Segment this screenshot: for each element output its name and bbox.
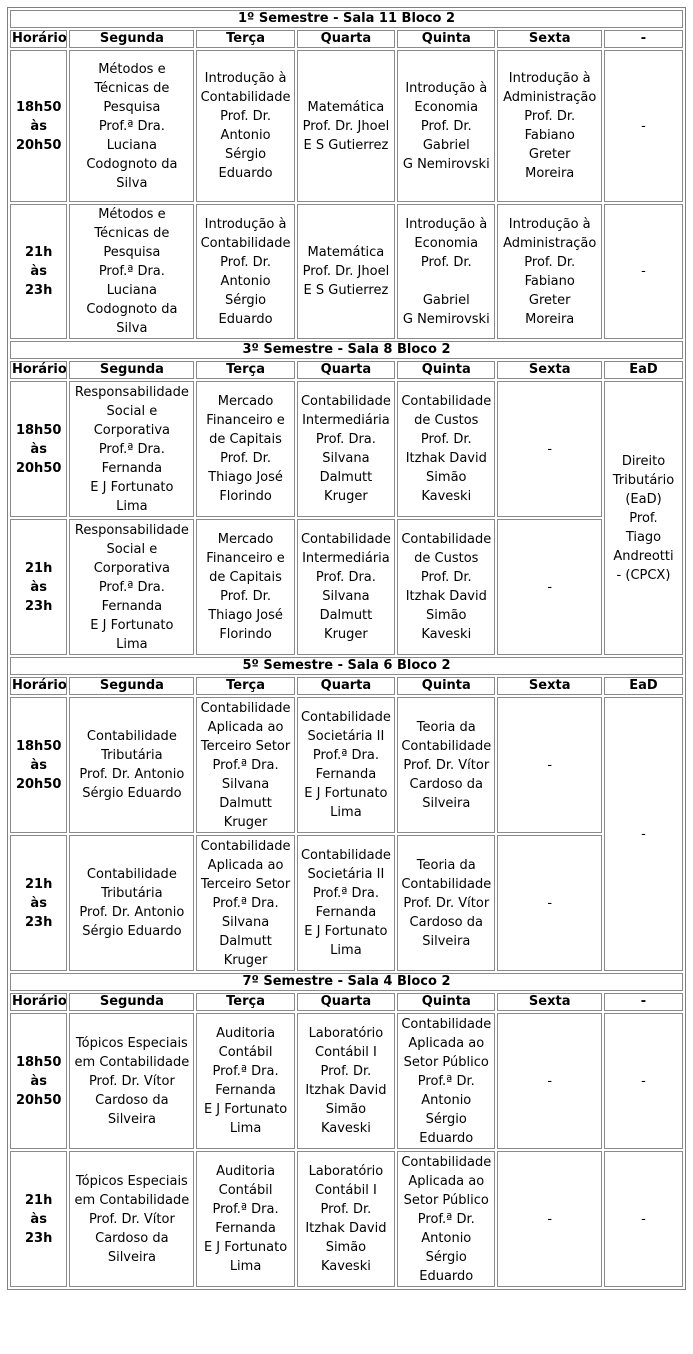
header-quarta: Quarta xyxy=(297,993,395,1011)
header-quinta: Quinta xyxy=(397,30,495,48)
table-row xyxy=(10,204,683,339)
header-segunda: Segunda xyxy=(69,993,194,1011)
header-quinta: Quinta xyxy=(397,677,495,695)
empty-cell: - xyxy=(497,697,602,833)
header-horario: Horário xyxy=(12,31,67,46)
table-row xyxy=(10,50,683,202)
time-slot: 18h50 às 20h50 xyxy=(10,697,67,833)
header-quarta: Quarta xyxy=(297,30,395,48)
header-segunda: Segunda xyxy=(69,30,194,48)
class-cell: Responsabilidade Social e Corporativa Prof.ª Dra. Fernanda E J Fortunato Lima xyxy=(69,381,194,517)
header-quarta: Quarta xyxy=(297,361,395,379)
class-cell: Introdução à Economia Prof. Dr. Gabriel G Nemirovski xyxy=(397,204,495,339)
header-horario: Horário xyxy=(12,994,67,1009)
header-segunda: Segunda xyxy=(69,361,194,379)
class-cell: Introdução à Administração Prof. Dr. Fabiano Greter Moreira xyxy=(497,204,602,339)
class-cell: Contabilidade de Custos Prof. Dr. Itzhak David Simão Kaveski xyxy=(397,519,495,655)
class-cell: Introdução à Economia Prof. Dr. Gabriel G Nemirovski xyxy=(397,50,495,202)
schedule-table xyxy=(7,7,686,1290)
class-cell: Teoria da Contabilidade Prof. Dr. Vítor Cardoso da Silveira xyxy=(397,697,495,833)
header-sexta: Sexta xyxy=(497,30,602,48)
header-ead: EaD xyxy=(604,677,683,695)
class-cell: Métodos e Técnicas de Pesquisa Prof.ª Dra. Luciana Codognoto da Silva xyxy=(69,50,194,202)
class-cell: Tópicos Especiais em Contabilidade Prof. Dr. Vítor Cardoso da Silveira xyxy=(69,1013,194,1149)
empty-cell: - xyxy=(604,1151,683,1287)
header-terca: Terça xyxy=(196,361,294,379)
class-cell: Contabilidade de Custos Prof. Dr. Itzhak David Simão Kaveski xyxy=(397,381,495,517)
class-cell: Métodos e Técnicas de Pesquisa Prof.ª Dra. Luciana Codognoto da Silva xyxy=(69,204,194,339)
class-cell: Contabilidade Societária II Prof.ª Dra. Fernanda E J Fortunato Lima xyxy=(297,835,395,971)
header-sexta: Sexta xyxy=(497,361,602,379)
table-row xyxy=(10,381,683,517)
time-slot: 18h50 às 20h50 xyxy=(10,1013,67,1149)
class-cell: Laboratório Contábil I Prof. Dr. Itzhak David Simão Kaveski xyxy=(297,1013,395,1149)
class-cell: Auditoria Contábil Prof.ª Dra. Fernanda E J Fortunato Lima xyxy=(196,1151,294,1287)
class-cell: Mercado Financeiro e de Capitais Prof. Dr. Thiago José Florindo xyxy=(196,381,294,517)
header-terca: Terça xyxy=(196,30,294,48)
class-cell: Introdução à Administração Prof. Dr. Fabiano Greter Moreira xyxy=(497,50,602,202)
class-cell: Contabilidade Intermediária Prof. Dra. Silvana Dalmutt Kruger xyxy=(297,519,395,655)
class-cell: Contabilidade Aplicada ao Setor Público Prof.ª Dr. Antonio Sérgio Eduardo xyxy=(397,1151,495,1287)
table-row xyxy=(10,1013,683,1149)
header-quarta: Quarta xyxy=(297,677,395,695)
header-terca: Terça xyxy=(196,677,294,695)
header-row xyxy=(10,993,683,1011)
semester-title-row xyxy=(10,341,683,359)
empty-cell: - xyxy=(497,519,602,655)
semester-title-row xyxy=(10,10,683,28)
table-row xyxy=(10,697,683,833)
class-cell: Introdução à Contabilidade Prof. Dr. Antonio Sérgio Eduardo xyxy=(196,50,294,202)
header-row xyxy=(10,30,683,48)
time-slot: 21h às 23h xyxy=(10,204,67,339)
class-cell: Laboratório Contábil I Prof. Dr. Itzhak David Simão Kaveski xyxy=(297,1151,395,1287)
table-row xyxy=(10,835,683,971)
class-cell: Introdução à Contabilidade Prof. Dr. Antonio Sérgio Eduardo xyxy=(196,204,294,339)
header-row xyxy=(10,677,683,695)
ead-cell: - xyxy=(604,697,683,971)
header-sexta: Sexta xyxy=(497,677,602,695)
time-slot: 18h50 às 20h50 xyxy=(10,50,67,202)
header-segunda: Segunda xyxy=(69,677,194,695)
time-slot: 21h às 23h xyxy=(10,835,67,971)
class-cell: Contabilidade Societária II Prof.ª Dra. Fernanda E J Fortunato Lima xyxy=(297,697,395,833)
class-cell: Contabilidade Tributária Prof. Dr. Antonio Sérgio Eduardo xyxy=(69,697,194,833)
empty-cell: - xyxy=(604,204,683,339)
empty-cell: - xyxy=(497,1013,602,1149)
empty-cell: - xyxy=(497,835,602,971)
class-cell: Teoria da Contabilidade Prof. Dr. Vítor Cardoso da Silveira xyxy=(397,835,495,971)
header-terca: Terça xyxy=(196,993,294,1011)
empty-cell: - xyxy=(604,50,683,202)
header-quinta: Quinta xyxy=(397,993,495,1011)
semester-title: 7º Semestre - Sala 4 Bloco 2 xyxy=(10,973,683,991)
semester-title-row xyxy=(10,973,683,991)
class-cell: Contabilidade Tributária Prof. Dr. Antonio Sérgio Eduardo xyxy=(69,835,194,971)
class-cell: Contabilidade Intermediária Prof. Dra. Silvana Dalmutt Kruger xyxy=(297,381,395,517)
table-row xyxy=(10,1151,683,1287)
time-slot: 18h50 às 20h50 xyxy=(10,381,67,517)
class-cell: Tópicos Especiais em Contabilidade Prof. Dr. Vítor Cardoso da Silveira xyxy=(69,1151,194,1287)
semester-title: 3º Semestre - Sala 8 Bloco 2 xyxy=(10,341,683,359)
class-cell: Contabilidade Aplicada ao Terceiro Setor Prof.ª Dra. Silvana Dalmutt Kruger xyxy=(196,835,294,971)
class-cell: Mercado Financeiro e de Capitais Prof. Dr. Thiago José Florindo xyxy=(196,519,294,655)
empty-cell: - xyxy=(497,381,602,517)
empty-cell: - xyxy=(497,1151,602,1287)
header-sexta: Sexta xyxy=(497,993,602,1011)
class-cell: Contabilidade Aplicada ao Setor Público Prof.ª Dr. Antonio Sérgio Eduardo xyxy=(397,1013,495,1149)
semester-title: 1º Semestre - Sala 11 Bloco 2 xyxy=(10,10,683,28)
header-extra: - xyxy=(604,30,683,48)
semester-title-row xyxy=(10,657,683,675)
header-quinta: Quinta xyxy=(397,361,495,379)
header-horario: Horário xyxy=(12,678,67,693)
schedule-page xyxy=(7,7,686,1290)
class-cell: Contabilidade Aplicada ao Terceiro Setor Prof.ª Dra. Silvana Dalmutt Kruger xyxy=(196,697,294,833)
class-cell: Auditoria Contábil Prof.ª Dra. Fernanda E J Fortunato Lima xyxy=(196,1013,294,1149)
empty-cell: - xyxy=(604,1013,683,1149)
table-row xyxy=(10,519,683,655)
class-cell: Matemática Prof. Dr. Jhoel E S Gutierrez xyxy=(297,50,395,202)
header-extra: - xyxy=(604,993,683,1011)
header-ead: EaD xyxy=(604,361,683,379)
ead-cell: Direito Tributário (EaD) Prof. Tiago Andreotti - (CPCX) xyxy=(604,381,683,655)
time-slot: 21h às 23h xyxy=(10,519,67,655)
class-cell: Matemática Prof. Dr. Jhoel E S Gutierrez xyxy=(297,204,395,339)
class-cell: Responsabilidade Social e Corporativa Prof.ª Dra. Fernanda E J Fortunato Lima xyxy=(69,519,194,655)
semester-title: 5º Semestre - Sala 6 Bloco 2 xyxy=(10,657,683,675)
time-slot: 21h às 23h xyxy=(10,1151,67,1287)
header-row xyxy=(10,361,683,379)
header-horario: Horário xyxy=(12,362,67,377)
